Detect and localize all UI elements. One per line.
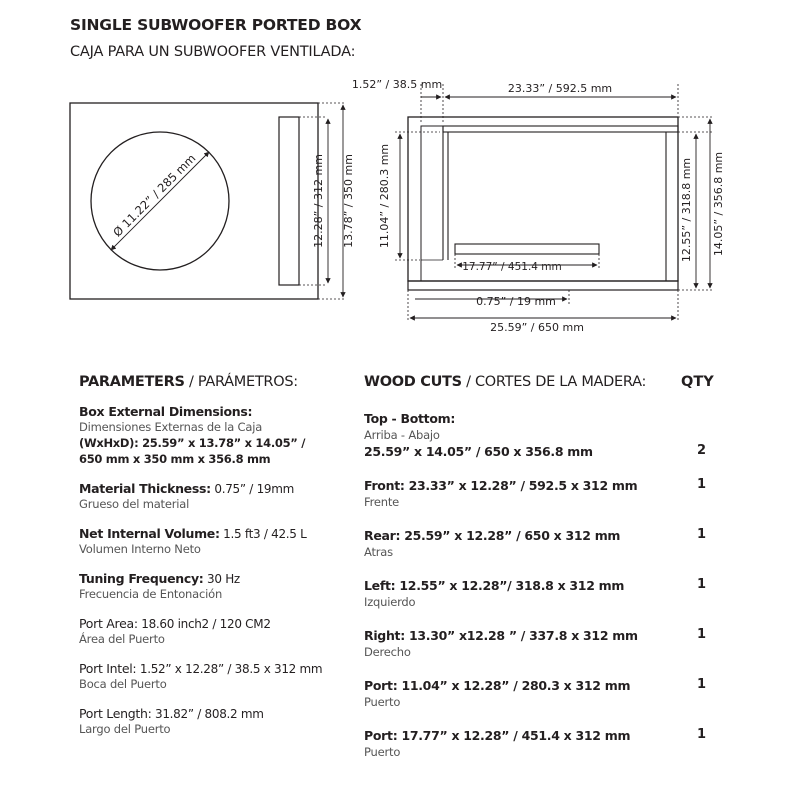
param-net-volume: Net Internal Volume: 1.5 ft3 / 42.5 L Volumen Interno Neto bbox=[79, 526, 307, 556]
qty-value: 1 bbox=[697, 627, 707, 642]
param-port-area: Port Area: 18.60 inch2 / 120 CM2 Área del Puerto bbox=[79, 616, 271, 646]
inner-cavity bbox=[421, 126, 443, 281]
qty-value: 1 bbox=[697, 577, 707, 592]
outer-depth-label: 14.05” / 356.8 mm bbox=[712, 151, 725, 257]
page-title: SINGLE SUBWOOFER PORTED BOX bbox=[70, 16, 362, 34]
front-wall bbox=[408, 281, 678, 290]
param-material-thickness: Material Thickness: 0.75” / 19mm Grueso del material bbox=[79, 481, 295, 511]
qty-value: 2 bbox=[697, 443, 707, 458]
qty-heading: QTY bbox=[681, 374, 714, 390]
diameter-label: Ø 11.22” / 285 mm bbox=[110, 151, 199, 240]
wood-cuts-heading: WOOD CUTS / CORTES DE LA MADERA: bbox=[364, 374, 647, 390]
cut-front: Front: 23.33” x 12.28” / 592.5 x 312 mm Frente 1 bbox=[364, 477, 707, 509]
param-tuning-frequency: Tuning Frequency: 30 Hz Frecuencia de Entonación bbox=[79, 571, 240, 601]
qty-value: 1 bbox=[697, 477, 707, 492]
port-depth-label: 11.04” / 280.3 mm bbox=[378, 143, 391, 249]
front-panel-outline bbox=[70, 103, 318, 299]
cut-top-bottom: Top - Bottom: Arriba - Abajo 25.59” x 14.05” / 650 x 356.8 mm 2 bbox=[364, 411, 707, 459]
box-diagram bbox=[0, 0, 800, 350]
port-divider bbox=[455, 244, 599, 254]
cut-left: Left: 12.55” x 12.28”/ 318.8 x 312 mm Izquierdo 1 bbox=[364, 577, 707, 609]
qty-value: 1 bbox=[697, 727, 707, 742]
outer-width-label: 25.59” / 650 mm bbox=[490, 321, 584, 334]
inner-depth-label: 12.55” / 318.8 mm bbox=[680, 157, 693, 263]
port-length-label: 17.77” / 451.4 mm bbox=[462, 261, 562, 273]
qty-value: 1 bbox=[697, 527, 707, 542]
port-width-label: 1.52” / 38.5 mm bbox=[351, 78, 443, 91]
inner-width-label: 23.33” / 592.5 mm bbox=[507, 82, 613, 95]
param-port-intel: Port Intel: 1.52” x 12.28” / 38.5 x 312 mm Boca del Puerto bbox=[79, 661, 323, 691]
cut-port-2: Port: 17.77” x 12.28” / 451.4 x 312 mm Puerto 1 bbox=[364, 727, 707, 759]
parameters-section bbox=[79, 374, 359, 737]
param-port-length: Port Length: 31.82” / 808.2 mm Largo del Puerto bbox=[79, 706, 264, 736]
parameters-heading: PARAMETERS / PARÁMETROS: bbox=[79, 374, 298, 390]
front-view bbox=[70, 103, 355, 299]
thickness-label: 0.75” / 19 mm bbox=[476, 295, 556, 308]
diameter-dimension bbox=[111, 152, 209, 250]
cut-rear: Rear: 25.59” x 12.28” / 650 x 312 mm Atras 1 bbox=[364, 527, 707, 559]
port-opening bbox=[279, 117, 299, 285]
qty-value: 1 bbox=[697, 677, 707, 692]
top-view bbox=[352, 78, 725, 334]
outer-height-label: 13.78” / 350 mm bbox=[342, 154, 355, 248]
inner-height-label: 12.28” / 312 mm bbox=[312, 154, 325, 248]
cut-port-1: Port: 11.04” x 12.28” / 280.3 x 312 mm Puerto 1 bbox=[364, 677, 707, 709]
back-wall bbox=[443, 126, 678, 132]
cut-right: Right: 13.30” x12.28 ” / 337.8 x 312 mm Derecho 1 bbox=[364, 627, 707, 659]
wood-cuts-section bbox=[364, 374, 724, 760]
param-box-dimensions: Box External Dimensions: Dimensiones Externas de la Caja (WxHxD): 25.59” x 13.78” x 14.05” / 650 mm x 350 mm x 356.8 mm bbox=[79, 404, 306, 466]
page-subtitle: CAJA PARA UN SUBWOOFER VENTILADA: bbox=[70, 44, 356, 60]
